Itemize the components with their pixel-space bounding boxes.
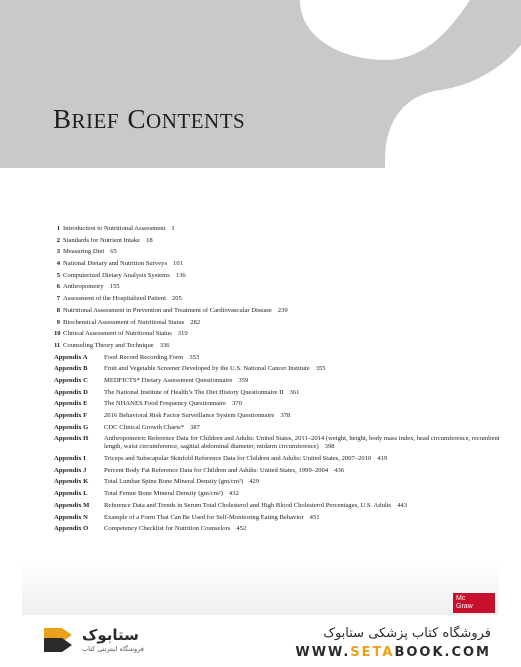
toc-appendix-g[interactable]: Appendix G CDC Clinical Growth Charts* 387 [54,423,200,431]
page-title: BRIEF CONTENTS [53,104,246,134]
toc-appendix-m[interactable]: Appendix M Reference Data and Trends in Serum Total Cholesterol and High Blood Cholesterol Percentages, U.S. Adults 443 [54,501,408,509]
publisher-logo: Mc Graw [453,593,495,613]
store-url[interactable]: WWW.SETABOOK.COM [295,645,491,660]
toc-chapter-4[interactable]: 4 National Dietary and Nutrition Surveys 101 [56,260,183,268]
brand-name: ستابوک [82,626,139,644]
toc-appendix-c[interactable]: Appendix C MEDFICTS* Dietary Assessment Questionnaire 359 [54,376,249,384]
toc-appendix-k[interactable]: Appendix K Total Lumbar Spine Bone Mineral Density (gm/cm²) 429 [54,478,260,486]
toc-appendix-l[interactable]: Appendix L Total Femur Bone Mineral Density (gm/cm²) 432 [54,490,239,498]
footer-fade [22,560,499,615]
toc-chapter-3[interactable]: 3 Measuring Diet 65 [56,248,117,256]
brand-subtitle: فروشگاه اینترنتی کتاب [82,645,144,653]
toc-appendix-n[interactable]: Appendix N Example of a Form That Can Be Used for Self-Monitoring Eating Behavior 451 [54,513,320,521]
toc-appendix-b[interactable]: Appendix B Fruit and Vegetable Screener Developed by the U.S. National Cancer Institute 355 [54,365,326,373]
setabook-logo-icon [40,624,76,656]
toc-appendix-h[interactable]: Appendix H Anthropometric Reference Data for Children and Adults: United States, 2011–2014 (weight, height, body mass index, head circumference, recumbent length, waist circumference, sagittal abdominal diameter, midarm circumference) 398 [54,435,514,451]
toc-appendix-a[interactable]: Appendix A Food Record Recording Form 353 [54,353,200,361]
toc-chapter-11[interactable]: 11 Counseling Theory and Technique 336 [54,341,170,349]
toc-chapter-2[interactable]: 2 Standards for Nutrient Intake 18 [56,236,153,244]
header-band [0,0,521,168]
toc-appendix-o[interactable]: Appendix O Competency Checklist for Nutrition Counselors 452 [54,525,247,533]
toc-appendix-h-entry: Anthropometric Reference Data for Children and Adults: United States, 2011–2014 (weight, height, body mass index, head circumference, recumbent length, waist circumference, sagittal abdominal diameter, midarm circumference) 398 [104,435,500,451]
toc-chapter-7[interactable]: 7 Assessment of the Hospitalized Patient 205 [56,295,182,303]
table-of-contents [54,225,514,537]
toc-chapter-6[interactable]: 6 Anthropometry 155 [56,283,120,291]
toc-chapter-1[interactable]: 1 Introduction to Nutritional Assessment 1 [56,225,175,232]
toc-chapter-5[interactable]: 5 Computerized Dietary Analysis Systems 136 [56,271,186,279]
toc-appendix-f[interactable]: Appendix F 2016 Behavioral Risk Factor Surveillance System Questionnaire 378 [54,412,291,419]
toc-appendix-i[interactable]: Appendix I Triceps and Subscapular Skinfold Reference Data for Children and Adults: United States, 2007–2010 419 [54,455,388,463]
store-name: فروشگاه کتاب پزشکی ستابوک [323,626,491,641]
toc-chapter-10[interactable]: 10 Clinical Assessment of Nutritional Status 319 [54,330,188,338]
toc-appendix-e[interactable]: Appendix E The NHANES Food Frequency Questionnaire 370 [54,400,242,408]
toc-chapter-9[interactable]: 9 Biochemical Assessment of Nutritional Status 282 [56,318,201,326]
toc-appendix-j[interactable]: Appendix J Percent Body Fat Reference Data for Children and Adults: United States, 1999–2004 436 [54,466,345,474]
toc-chapter-8[interactable]: 8 Nutritional Assessment in Prevention and Treatment of Cardiovascular Disease 239 [56,306,288,314]
toc-appendix-d[interactable]: Appendix D The National Institute of Health’s The Diet History Questionnaire II 361 [54,388,300,396]
